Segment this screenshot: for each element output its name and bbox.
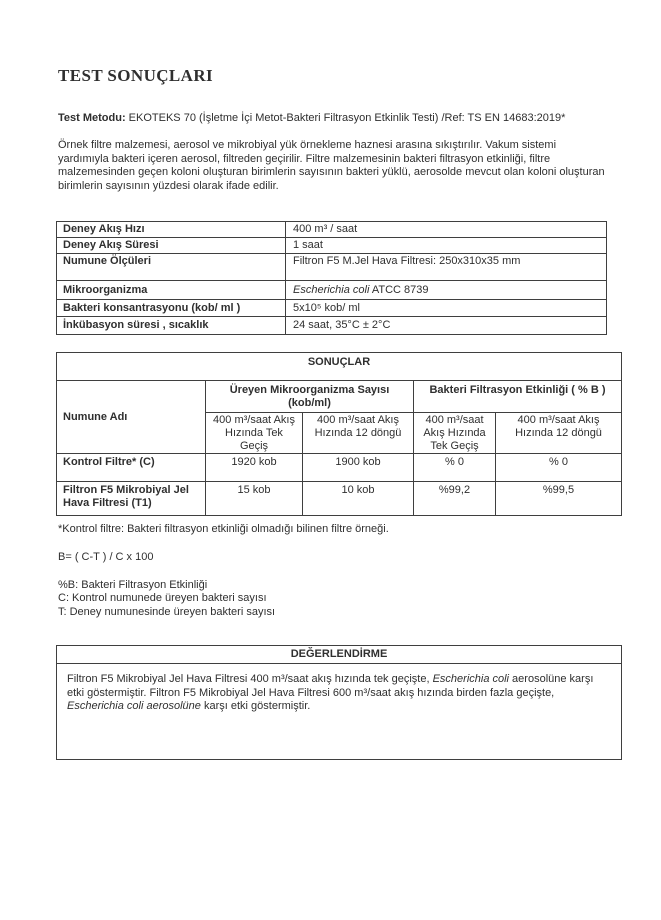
page-title: TEST SONUÇLARI xyxy=(58,66,214,85)
result-value: 1920 kob xyxy=(206,454,303,482)
table-row xyxy=(57,316,607,334)
table-row xyxy=(57,222,607,238)
legend-item: C: Kontrol numunede üreyen bakteri sayısı xyxy=(58,592,267,605)
legend-item: %B: Bakteri Filtrasyon Etkinliği xyxy=(58,579,208,591)
subheader-single-pass: 400 m³/saat Akış Hızında Tek Geçiş xyxy=(414,413,496,454)
param-value: 1 saat xyxy=(286,237,607,253)
table-row xyxy=(57,353,622,381)
result-value: % 0 xyxy=(496,454,622,482)
test-method-line xyxy=(58,112,565,126)
evaluation-section xyxy=(56,645,622,760)
evaluation-text xyxy=(57,664,621,714)
test-method-label: Test Metodu: xyxy=(58,112,126,124)
sample-name: Kontrol Filtre* (C) xyxy=(57,454,206,482)
column-group-filtration-efficiency: Bakteri Filtrasyon Etkinliği ( % B ) xyxy=(414,381,622,413)
legend-item: T: Deney numunesinde üreyen bakteri sayısı xyxy=(58,605,276,618)
table-row xyxy=(57,454,622,482)
organism-name: Escherichia coli xyxy=(432,673,509,685)
param-value: 5x10⁵ kob/ ml xyxy=(286,299,607,316)
param-value: 24 saat, 35°C ± 2°C xyxy=(286,316,607,334)
results-table-title: SONUÇLAR xyxy=(57,353,622,381)
table-row xyxy=(57,237,607,253)
column-header-sample: Numune Adı xyxy=(57,381,206,454)
param-value: 400 m³ / saat xyxy=(286,222,607,238)
subheader-single-pass: 400 m³/saat Akış Hızında Tek Geçiş xyxy=(206,413,303,454)
subheader-12-cycles: 400 m³/saat Akış Hızında 12 döngü xyxy=(496,413,622,454)
param-label: Deney Akış Süresi xyxy=(57,237,286,253)
symbol-legend xyxy=(58,579,275,619)
result-value: 1900 kob xyxy=(303,454,414,482)
table-row xyxy=(57,482,622,516)
param-label: Bakteri konsantrasyonu (kob/ ml ) xyxy=(57,299,286,316)
table-row xyxy=(57,381,622,413)
param-label: Numune Ölçüleri xyxy=(57,253,286,280)
param-value: Escherichia coli ATCC 8739 xyxy=(286,280,607,299)
result-value: % 0 xyxy=(414,454,496,482)
test-method-value: EKOTEKS 70 (İşletme İçi Metot-Bakteri Filtrasyon Etkinlik Testi) /Ref: TS EN 14683:2019* xyxy=(125,112,566,124)
method-description: Örnek filtre malzemesi, aerosol ve mikrobiyal yük örnekleme haznesi arasına sıkıştırılır. Vakum sistemi yardımıyla bakteri içeren aerosol, filtreden geçirilir. Filtre malzemesinin bakteri filtrasyon etkinliği, filtre malzemesinden geçen koloni oluşturan birimlerin sayısının bakteri yüklü, aerosolde mevcut olan koloni oluşturan birimlerin sayısının yüzdesi olarak ifade edilir. xyxy=(58,139,605,193)
column-group-microorganism-count: Üreyen Mikroorganizma Sayısı (kob/ml) xyxy=(206,381,414,413)
evaluation-segment: Filtron F5 Mikrobiyal Jel Hava Filtresi 400 m³/saat akış hızında tek geçişte, xyxy=(67,673,433,685)
evaluation-title: DEĞERLENDİRME xyxy=(57,646,621,664)
param-value: Filtron F5 M.Jel Hava Filtresi: 250x310x35 mm xyxy=(286,253,607,280)
param-label: İnkübasyon süresi , sıcaklık xyxy=(57,316,286,334)
table-row xyxy=(57,253,607,280)
bfe-formula: B= ( C-T ) / C x 100 xyxy=(58,551,154,563)
test-parameters-table xyxy=(56,221,607,335)
sample-name: Filtron F5 Mikrobiyal Jel Hava Filtresi (T1) xyxy=(57,482,206,516)
evaluation-segment: karşı etki göstermiştir. xyxy=(200,700,311,713)
organism-name: Escherichia coli xyxy=(293,283,370,296)
result-value: %99,2 xyxy=(414,482,496,516)
result-value: %99,5 xyxy=(496,482,622,516)
organism-name: Escherichia coli aerosolüne xyxy=(67,700,201,713)
param-label: Deney Akış Hızı xyxy=(57,222,286,238)
control-filter-footnote: *Kontrol filtre: Bakteri filtrasyon etkinliği olmadığı bilinen filtre örneği. xyxy=(58,523,389,535)
result-value: 10 kob xyxy=(303,482,414,516)
table-row xyxy=(57,299,607,316)
result-value: 15 kob xyxy=(206,482,303,516)
subheader-12-cycles: 400 m³/saat Akış Hızında 12 döngü xyxy=(303,413,414,454)
results-table xyxy=(56,352,622,516)
param-label: Mikroorganizma xyxy=(57,280,286,299)
evaluation-segment: aerosolüne karşı etki göstermiştir. Filtron F5 Mikrobiyal Jel Hava Filtresi 600 m³/saat akış hızında birden fazla geçişte, xyxy=(67,673,594,699)
table-row xyxy=(57,280,607,299)
